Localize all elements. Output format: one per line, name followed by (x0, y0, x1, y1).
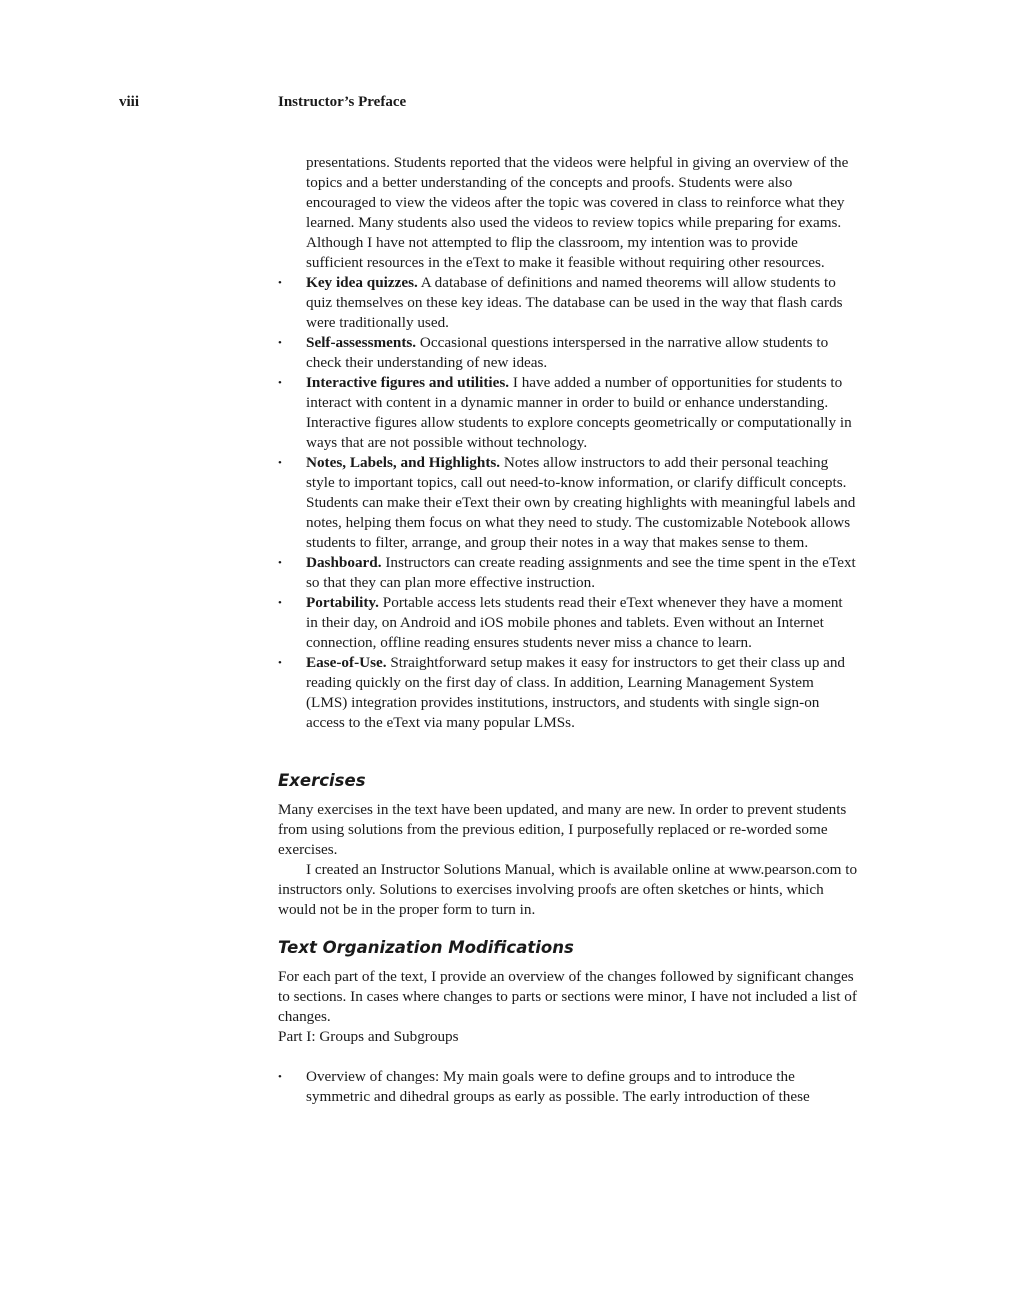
running-head: Instructor’s Preface (278, 94, 407, 110)
feature-text: I have added a number of opportunities for students to interact with content in a dynamic manner in order to build or enhance understanding. Interactive figures allow students to explore concepts geometrically or computationally in ways that are not possible without technology. (306, 374, 852, 451)
overview-text: Overview of changes: My main goals were to define groups and to introduce the symmetric and dihedral groups as early as possible. The early introduction of these (306, 1068, 810, 1105)
page-header (0, 94, 1020, 114)
main-content (278, 153, 858, 1107)
bullet-glyph: • (278, 337, 282, 349)
feature-text: Portable access lets students read their eText whenever they have a moment in their day, on Android and iOS mobile phones and tablets. Even without an Internet connection, offline reading ensures students never miss a chance to learn. (306, 594, 843, 651)
list-item (278, 373, 858, 453)
feature-text: Instructors can create reading assignments and see the time spent in the eText so that they can plan more effective instruction. (306, 554, 856, 591)
list-item (278, 593, 858, 653)
list-item (278, 453, 858, 553)
list-item (278, 553, 858, 593)
bullet-glyph: • (278, 457, 282, 469)
feature-term: Portability. (306, 594, 379, 611)
feature-term: Ease-of-Use. (306, 654, 387, 671)
feature-term: Interactive figures and utilities. (306, 374, 510, 391)
exercises-heading: Exercises (278, 771, 366, 790)
continued-paragraph: presentations. Students reported that the videos were helpful in giving an overview of the topics and a better understanding of the concepts and proofs. Students were also encouraged to view the videos after the topic was covered in class to reinforce what they learned. Many students also used the videos to review topics while preparing for exams. Although I have not attempted to flip the classroom, my intention was to provide sufficient resources in the eText to make it feasible without requiring other resources. (306, 154, 849, 271)
changes-list (278, 1067, 858, 1107)
bullet-glyph: • (278, 377, 282, 389)
exercises-paragraph-1: Many exercises in the text have been updated, and many are new. In order to prevent students from using solutions from the previous edition, I purposefully replaced or re-worded some exercises. (278, 801, 847, 858)
list-item (278, 333, 858, 373)
bullet-glyph: • (278, 557, 282, 569)
feature-term: Dashboard. (306, 554, 382, 571)
part-label: Part I: Groups and Subgroups (278, 1028, 459, 1045)
spacer (278, 1047, 858, 1067)
list-item (278, 1067, 858, 1107)
feature-text: A database of definitions and named theorems will allow students to quiz themselves on these key ideas. The database can be used in the way that flash cards were traditionally used. (306, 274, 843, 331)
feature-list (278, 273, 858, 733)
bullet-glyph: • (278, 657, 282, 669)
feature-term: Self-assessments. (306, 334, 417, 351)
bullet-glyph: • (278, 277, 282, 289)
text-organization-heading: Text Organization Modifications (278, 938, 574, 957)
bullet-glyph: • (278, 1071, 282, 1083)
page-number: viii (119, 94, 140, 110)
feature-text: Notes allow instructors to add their personal teaching style to important topics, call out need-to-know information, or clarify difficult concepts. Students can make their eText their own by creating highlights with meaningful labels and notes, helping them focus on what they need to study. The customizable Notebook allows students to filter, arrange, and group their notes in a way that makes sense to them. (306, 454, 856, 551)
feature-text: Straightforward setup makes it easy for instructors to get their class up and reading quickly on the first day of class. In addition, Learning Management System (LMS) integration provides institutions, instructors, and students with single sign-on access to the eText via many popular LMSs. (306, 654, 846, 731)
bullet-glyph: • (278, 597, 282, 609)
feature-term: Notes, Labels, and Highlights. (306, 454, 501, 471)
exercises-paragraph-2: I created an Instructor Solutions Manual, which is available online at www.pearson.com to instructors only. Solutions to exercises involving proofs are often sketches or hints, which would not be in the proper form to turn in. (278, 861, 858, 918)
text-organization-paragraph: For each part of the text, I provide an overview of the changes followed by significant changes to sections. In cases where changes to parts or sections were minor, I have not included a list of changes. (278, 968, 857, 1025)
feature-term: Key idea quizzes. (306, 274, 418, 291)
feature-text: Occasional questions interspersed in the narrative allow students to check their understanding of new ideas. (306, 334, 829, 371)
list-item (278, 653, 858, 733)
list-item (278, 273, 858, 333)
